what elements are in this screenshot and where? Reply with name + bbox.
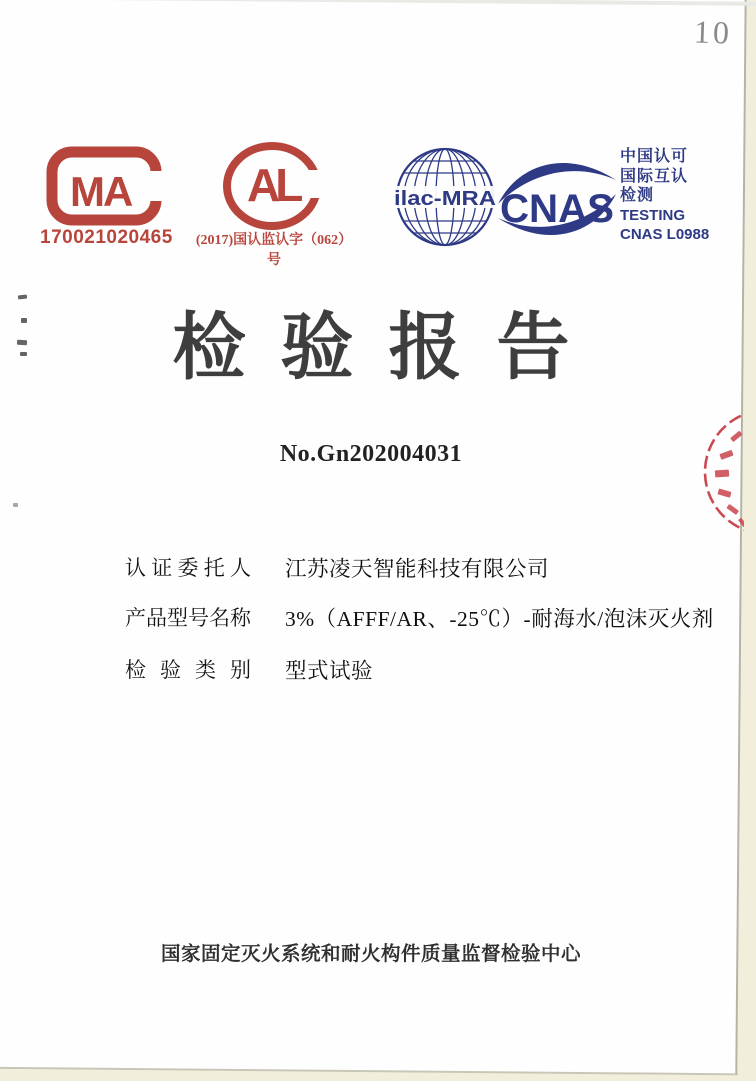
stamp-arc-icon [702, 400, 744, 548]
accreditation-text-block [620, 147, 740, 245]
cnas-logo-icon [496, 150, 618, 248]
cnas-logo-letters: CNAS [500, 187, 614, 231]
field-row-test-category [0, 654, 756, 684]
cal-logo-letters: AL [247, 159, 299, 211]
report-title-text: 检验报告 [172, 307, 605, 388]
report-title [0, 288, 742, 393]
handwritten-page-number: 10 [693, 13, 733, 51]
scan-artifact-mark [21, 318, 27, 323]
report-number: No.Gn202004031 [279, 441, 463, 467]
field-label: 检验类别 [125, 658, 251, 682]
scan-artifact-mark [20, 352, 27, 356]
scan-artifact-mark [17, 340, 27, 346]
accreditation-line: 中国认可 [620, 148, 689, 165]
ilac-mra-label: ilac-MRA [394, 188, 496, 210]
red-stamp-partial [702, 400, 744, 548]
accreditation-line: 国际互认 [620, 167, 689, 185]
field-value: 型式试验 [285, 659, 374, 683]
field-row-product-model [0, 602, 756, 632]
accreditation-line: TESTING [620, 206, 686, 224]
field-label: 产品型号名称 [125, 606, 251, 630]
ilac-mra-globe-icon [392, 145, 498, 249]
accreditation-line: 检测 [620, 187, 655, 204]
field-value: 3%（AFFF/AR、-25℃）-耐海水/泡沫灭火剂 [285, 607, 714, 631]
issuing-organization: 国家固定灭火系统和耐火构件质量监督检验中心 [160, 944, 581, 965]
field-value: 江苏凌天智能科技有限公司 [285, 557, 550, 581]
accreditation-line: CNAS L0988 [620, 226, 710, 243]
field-label: 认证委托人 [125, 556, 251, 580]
cal-logo-icon [220, 140, 324, 232]
cma-logo-letters: MA [70, 168, 132, 215]
cal-approval-caption: (2017)国认监认字（062）号 [195, 233, 353, 268]
cma-certificate-number: 170021020465 [40, 227, 173, 248]
field-row-applicant [0, 552, 756, 582]
scan-artifact-mark [13, 503, 18, 507]
cma-logo-icon [46, 146, 162, 226]
